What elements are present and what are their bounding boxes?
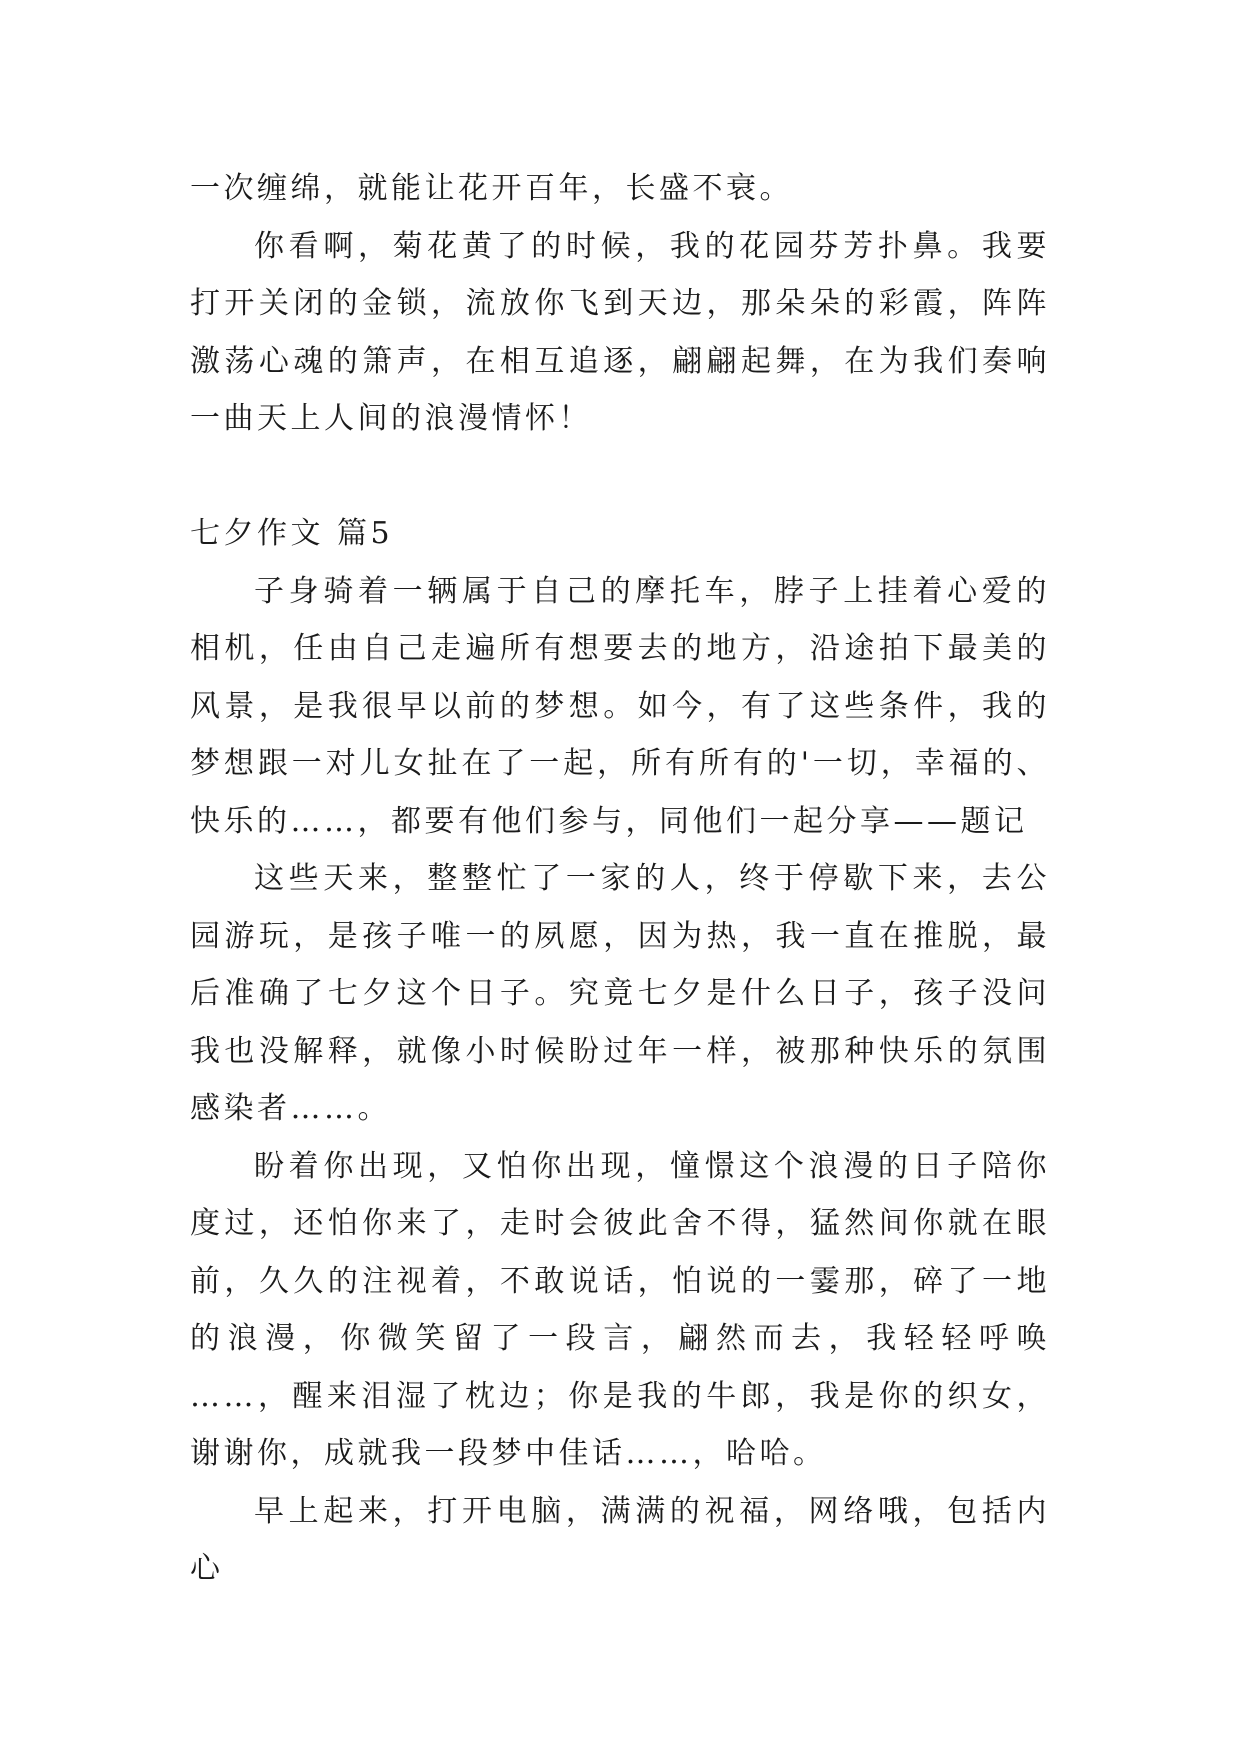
section-heading: 七夕作文 篇5 [190,516,394,551]
paragraph: 你看啊，菊花黄了的时候，我的花园芬芳扑鼻。我要打开关闭的金锁，流放你飞到天边，那朵朵的彩霞，阵阵激荡心魂的箫声，在相互追逐，翩翩起舞，在为我们奏响一曲天上人间的浪漫情怀！ [190,228,1050,436]
document-body [190,160,1050,1598]
paragraph: 一次缠绵，就能让花开百年，长盛不衰。 [190,171,793,206]
paragraph: 子身骑着一辆属于自己的摩托车，脖子上挂着心爱的相机，任由自己走遍所有想要去的地方，沿途拍下最美的风景，是我很早以前的梦想。如今，有了这些条件，我的梦想跟一对儿女扯在了一起，所有所有的'一切，幸福的、快乐的……，都要有他们参与，同他们一起分享——题记 [190,573,1050,839]
paragraph: 盼着你出现，又怕你出现，憧憬这个浪漫的日子陪你度过，还怕你来了，走时会彼此舍不得，猛然间你就在眼前，久久的注视着，不敢说话，怕说的一霎那，碎了一地的浪漫，你微笑留了一段言，翩然而去，我轻轻呼唤 ……，醒来泪湿了枕边；你是我的牛郎，我是你的织女，谢谢你，成就我一段梦中佳话……，哈哈。 [190,1148,1050,1471]
paragraph: 这些天来，整整忙了一家的人，终于停歇下来，去公园游玩，是孩子唯一的夙愿，因为热，我一直在推脱，最后准确了七夕这个日子。究竟七夕是什么日子，孩子没问我也没解释，就像小时候盼过年一样，被那种快乐的氛围感染者……。 [190,861,1050,1126]
paragraph: 早上起来，打开电脑，满满的祝福，网络哦，包括内心 [190,1493,1050,1586]
